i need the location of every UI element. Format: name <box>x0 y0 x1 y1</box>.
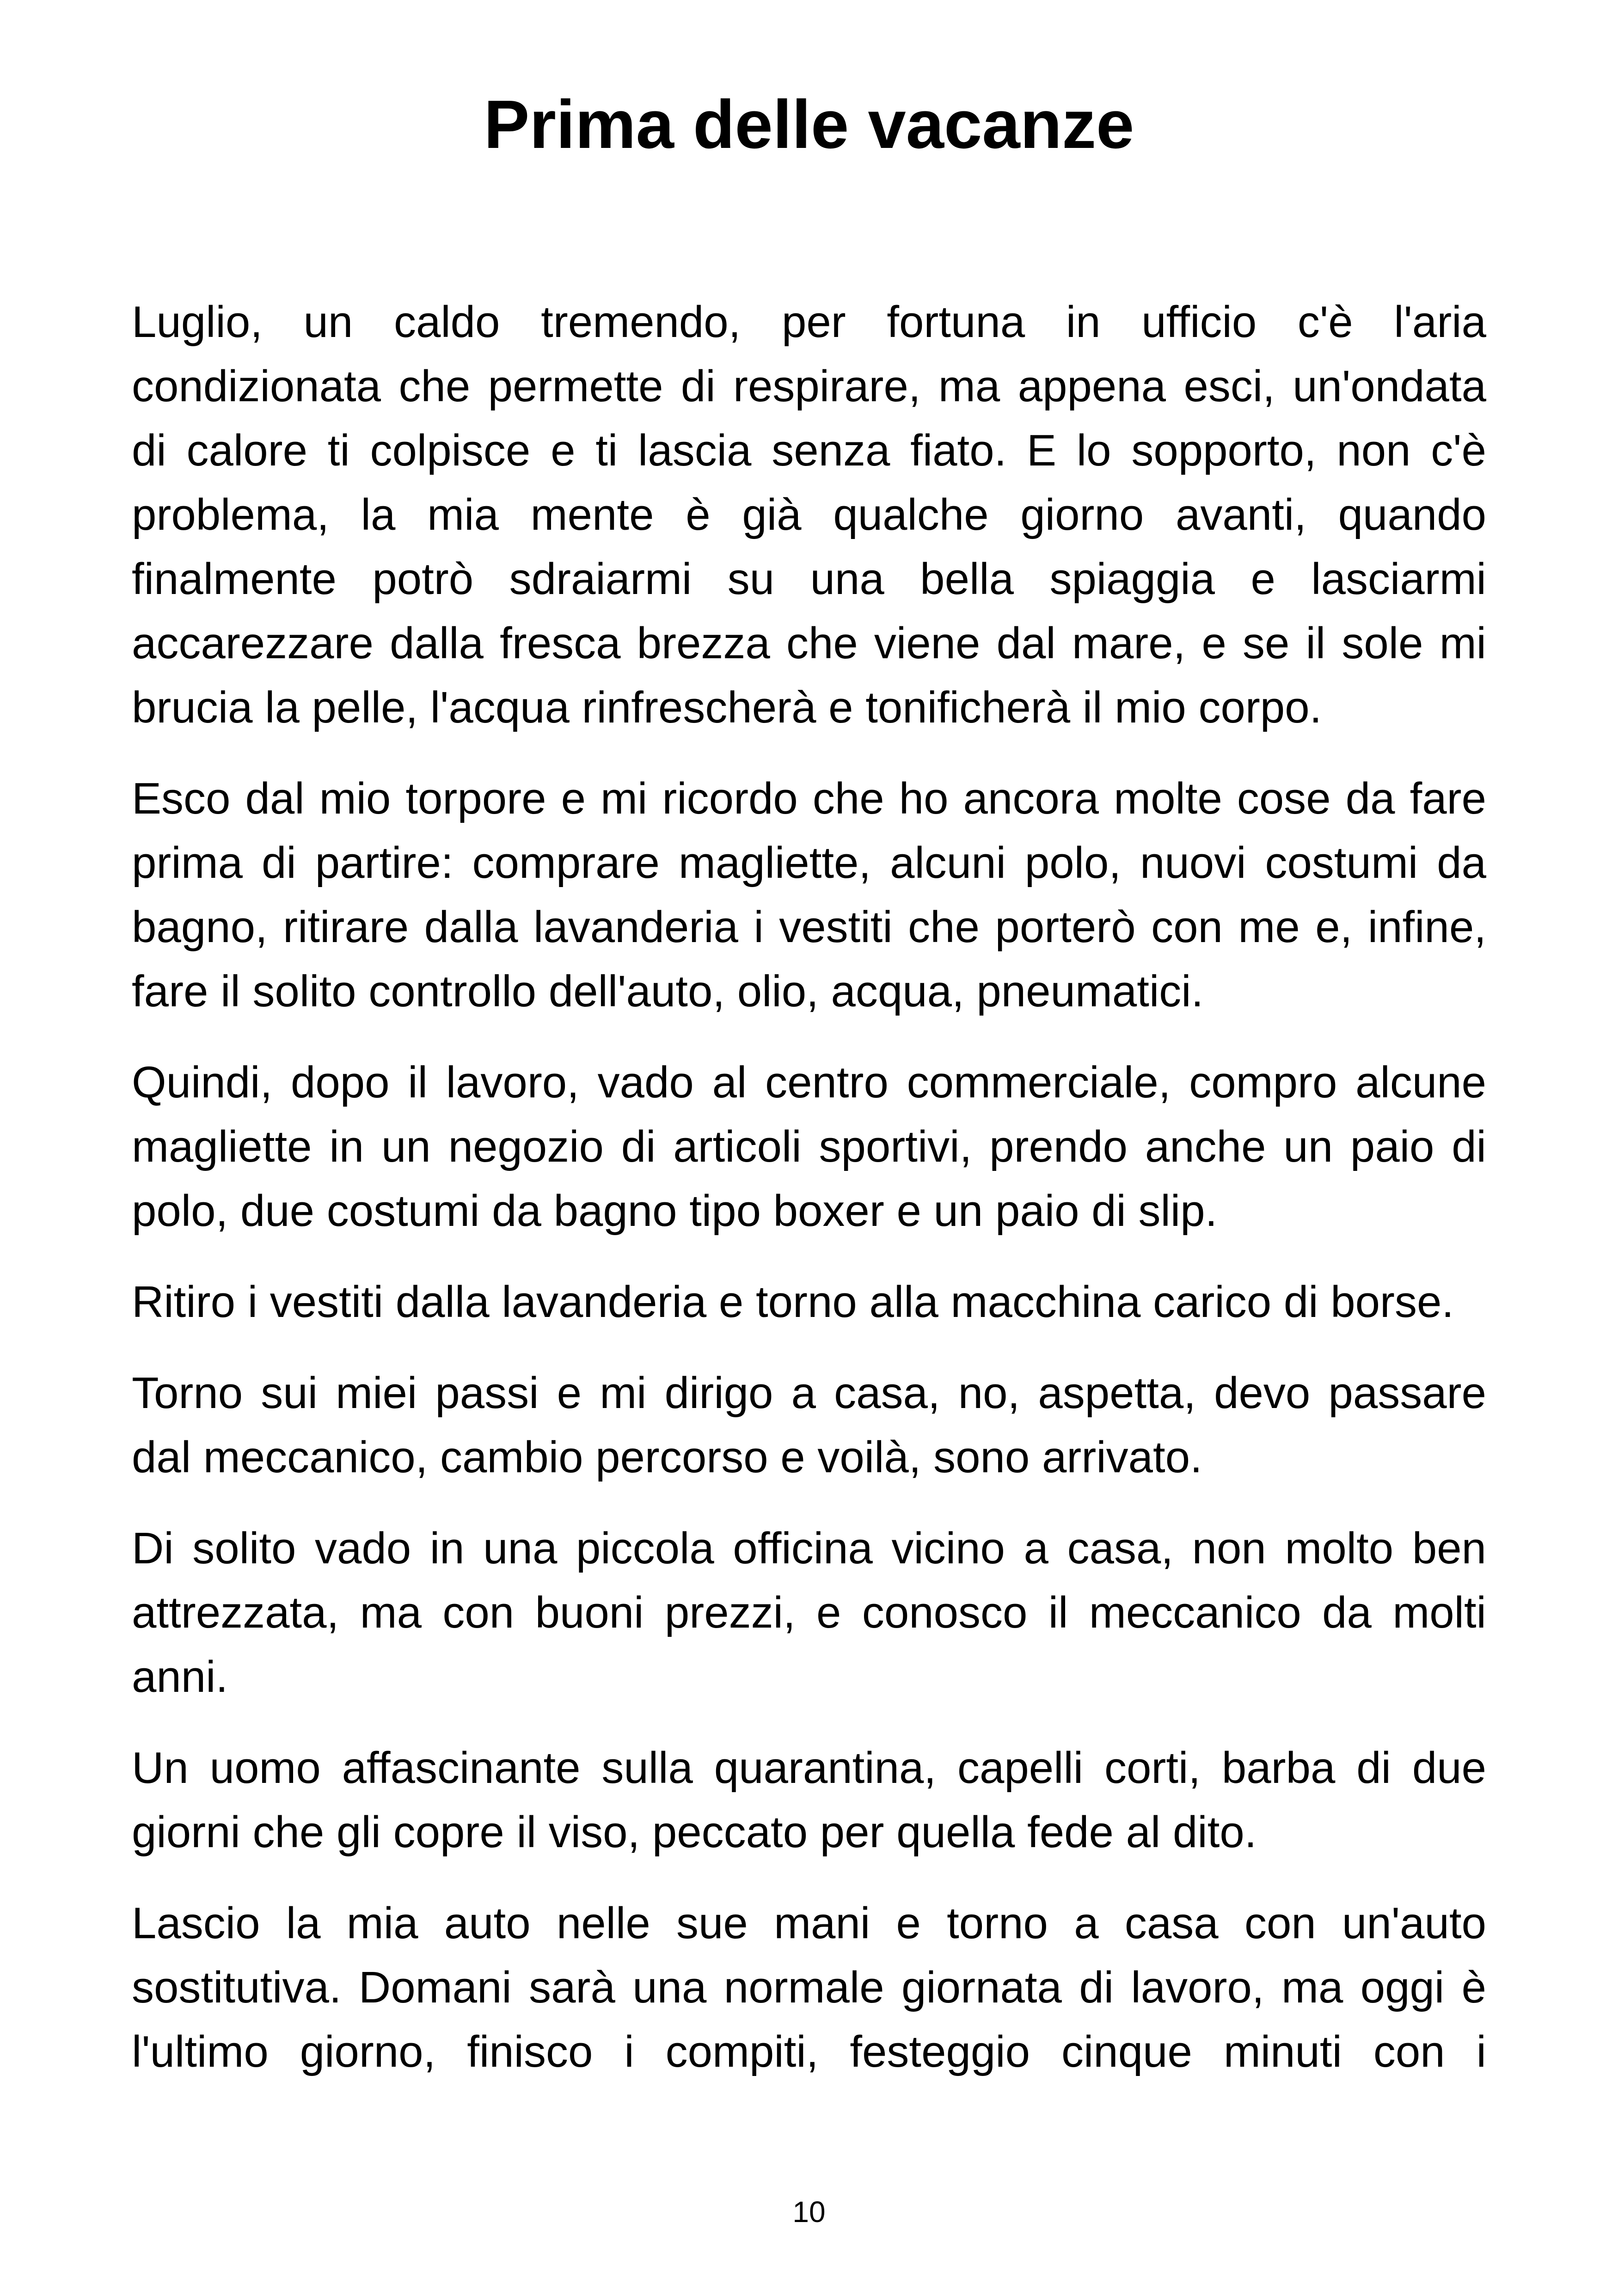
paragraph-6: Di solito vado in una piccola officina vicino a casa, non molto ben attrezzata, ma con buoni prezzi, e conosco il meccanico da molti anni. <box>132 1524 1486 1702</box>
paragraph-8: Lascio la mia auto nelle sue mani e torno a casa con un'auto sostitutiva. Domani sarà una normale giornata di lavoro, ma oggi è l'ultimo giorno, finisco i compiti, festeggio cinque minuti con i <box>132 1898 1486 2076</box>
paragraph-4: Ritiro i vestiti dalla lavanderia e torno alla macchina carico di borse. <box>132 1277 1454 1327</box>
body-text <box>132 290 1486 2111</box>
page-title: Prima delle vacanze <box>484 86 1134 163</box>
paragraph-5: Torno sui miei passi e mi dirigo a casa, no, aspetta, devo passare dal meccanico, cambio percorso e voilà, sono arrivato. <box>132 1368 1486 1482</box>
paragraph-7: Un uomo affascinante sulla quarantina, capelli corti, barba di due giorni che gli copre il viso, peccato per quella fede al dito. <box>132 1743 1486 1857</box>
paragraph-2: Esco dal mio torpore e mi ricordo che ho ancora molte cose da fare prima di partire: comprare magliette, alcuni polo, nuovi costumi da bagno, ritirare dalla lavanderia i vestiti che porterò con me e, infine, fare il solito controllo dell'auto, olio, acqua, pneumatici. <box>132 774 1486 1016</box>
paragraph-3: Quindi, dopo il lavoro, vado al centro commerciale, compro alcune magliette in un negozio di articoli sportivi, prendo anche un paio di polo, due costumi da bagno tipo boxer e un paio di slip. <box>132 1058 1486 1236</box>
page-number: 10 <box>792 2195 826 2229</box>
paragraph-1: Luglio, un caldo tremendo, per fortuna in ufficio c'è l'aria condizionata che permette di respirare, ma appena esci, un'ondata di calore ti colpisce e ti lascia senza fiato. E lo sopporto, non c'è problema, la mia mente è già qualche giorno avanti, quando finalmente potrò sdraiarmi su una bella spiaggia e lasciarmi accarezzare dalla fresca brezza che viene dal mare, e se il sole mi brucia la pelle, l'acqua rinfrescherà e tonificherà il mio corpo. <box>132 297 1486 732</box>
